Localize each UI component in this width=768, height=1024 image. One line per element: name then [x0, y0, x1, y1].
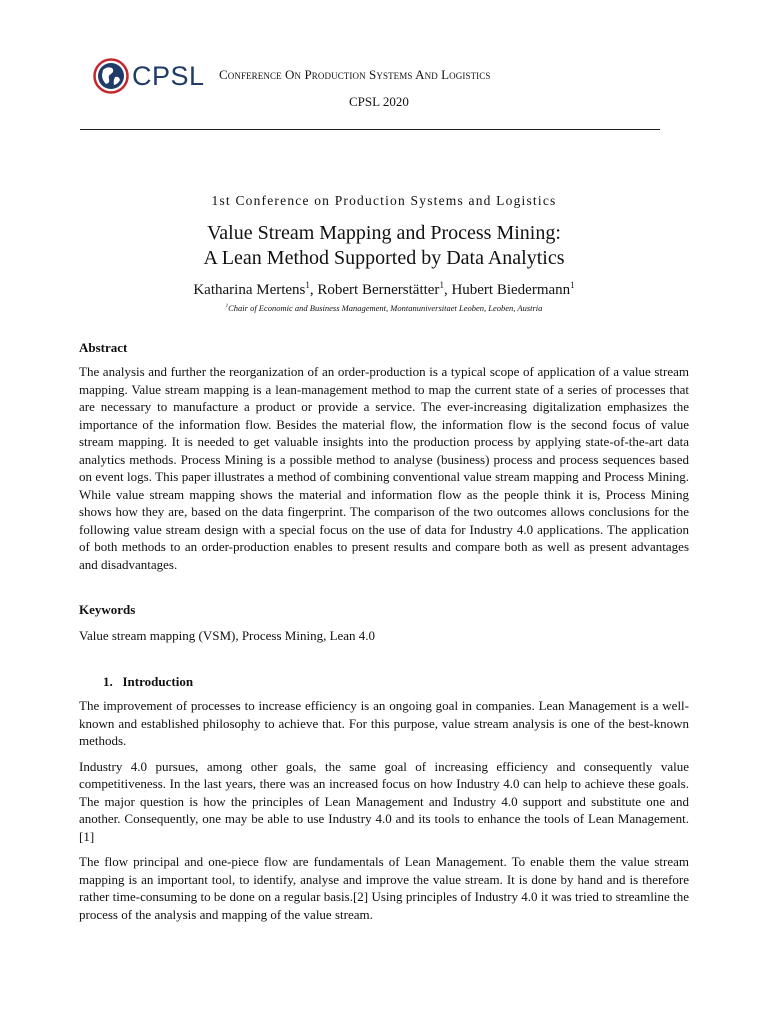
keywords-text: Value stream mapping (VSM), Process Mining, Lean 4.0: [79, 628, 376, 643]
paragraph: Industry 4.0 pursues, among other goals, the same goal of increasing efficiency and consequently value competitiveness. In the last years, there was an increased focus on how Industry 4.0 can help to achieve these goals. The major question is how the principles of Lean Management and Industry 4.0 support and substitute one and another. Consequently, one may be able to use Industry 4.0 and its tools to enhance the tools of Lean Management.[1]: [79, 758, 689, 844]
abstract-text: The analysis and further the reorganization of an order-production is a typical scope of application of a value stream mapping. Value stream mapping is a lean-management method to map the current state of a series of processes that are necessary to manufacture a product or provide a service. The ever-increasing digitalization emphasizes the importance of the information flow. Besides the material flow, the information flow is the second focus of value stream mapping. It is needed to get valuable insights into the production process by applying state-of-the-art data analytics methods. Process Mining is a possible method to analyse (business) process and process sequences based on event logs. This paper illustrates a method of combining conventional value stream mapping and Process Mining. While value stream mapping shows the material and information flow as the people think it is, Process Mining shows how they are, based on the data fingerprint. The comparison of the two outcomes allows conclusions for the following value stream design with a special focus on the use of data for Industry 4.0 applications. The application of both methods to an order-production enables to present results and compare both as well as present advantages and disadvantages.: [79, 364, 689, 572]
introduction-body: [79, 697, 689, 931]
affiliation-text: Chair of Economic and Business Management, Montanuniversitaet Leoben, Leoben, Austria: [228, 303, 543, 313]
header-divider: [80, 129, 660, 130]
affiliation: [0, 303, 768, 313]
author-name: Katharina Mertens: [193, 282, 306, 298]
keywords-heading: Keywords: [79, 602, 136, 617]
author-name: Hubert Biedermann: [451, 282, 571, 298]
paragraph: The flow principal and one-piece flow are fundamentals of Lean Management. To enable them the value stream mapping is an important tool, to identify, analyse and improve the value stream. It is done by hand and is therefore rather time-consuming to be done on a regular basis.[2] Using principles of Industry 4.0 it was tried to streamline the process of the analysis and mapping of the value stream.: [79, 854, 689, 922]
conference-name: Conference On Production Systems And Logistics: [219, 67, 491, 82]
conference-year: CPSL 2020: [349, 94, 409, 109]
section-title: Introduction: [122, 674, 194, 689]
paper-title-line2: A Lean Method Supported by Data Analytics: [203, 247, 565, 269]
section-heading: [103, 674, 193, 690]
author-affil-sup: 1: [570, 280, 575, 290]
logo-text: CPSL: [132, 60, 205, 91]
paper-title-line1: Value Stream Mapping and Process Mining:: [207, 222, 561, 244]
cpsl-logo: [93, 58, 205, 94]
author-list: [0, 280, 768, 299]
author-separator: ,: [443, 282, 452, 298]
section-number: 1.: [103, 674, 113, 689]
author-affil-sup: 1: [439, 280, 444, 290]
author-affil-sup: 1: [305, 280, 310, 290]
affiliation-sup: 1: [225, 303, 229, 310]
paragraph: The improvement of processes to increase efficiency is an ongoing goal in companies. Lean Management is a well-known and established philosophy to achieve that. For this purpose, value stream analysis is one of the best-known methods.: [79, 698, 689, 748]
globe-icon: [93, 58, 129, 94]
abstract-heading: Abstract: [79, 340, 128, 355]
author-name: Robert Bernerstätter: [317, 282, 440, 298]
conference-full-name: 1st Conference on Production Systems and Logistics: [211, 193, 557, 208]
author-separator: ,: [309, 282, 318, 298]
